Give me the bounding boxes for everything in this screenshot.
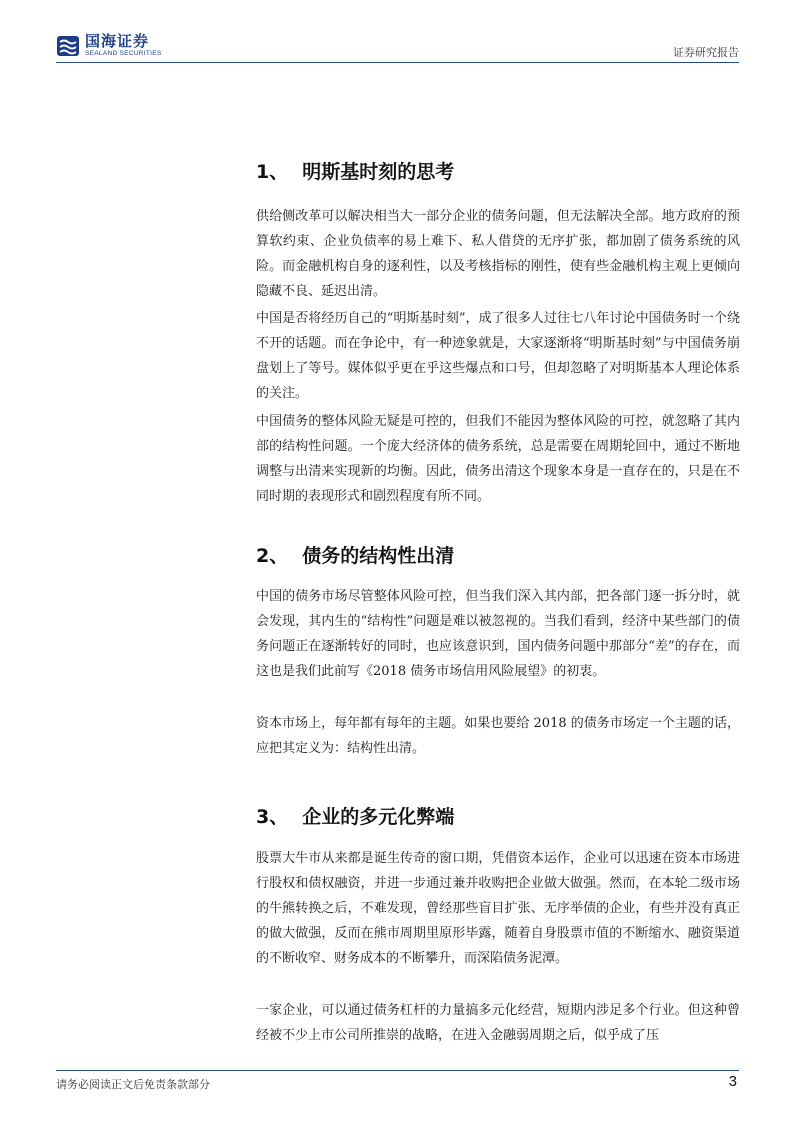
- page-header: [56, 32, 739, 63]
- section-1-title: [256, 160, 454, 184]
- section-1-paragraph-2: 中国是否将经历自己的“明斯基时刻”，成了很多人过往七八年讨论中国债务时一个绕不开的话题。而在争论中，有一种迹象就是，大家逐渐将“明斯基时刻”与中国债务崩盘划上了等号。媒体似乎更在乎这些爆点和口号，但却忽略了对明斯基本人理论体系的关注。: [256, 311, 740, 401]
- section-1-number: 1、: [256, 161, 289, 183]
- section-2-number: 2、: [256, 545, 289, 567]
- logo-chinese-name: 国海证券: [85, 32, 150, 51]
- footer-disclaimer: 请务必阅读正文后免责条款部分: [56, 1078, 210, 1091]
- company-logo: [56, 32, 162, 60]
- section-2-paragraph-2: 资本市场上，每年都有每年的主题。如果也要给 2018 的债务市场定一个主题的话，应把其定义为：结构性出清。: [256, 716, 740, 756]
- section-2-title: [256, 544, 454, 568]
- section-3-paragraph-2: 一家企业，可以通过债务杠杆的力量搞多元化经营，短期内涉足多个行业。但这种曾经被不少上市公司所推崇的战略，在进入金融弱周期之后，似乎成了压: [256, 1003, 740, 1043]
- page-number: 3: [728, 1073, 737, 1090]
- section-3-paragraph-1: 股票大牛市从来都是诞生传奇的窗口期，凭借资本运作，企业可以迅速在资本市场进行股权和债权融资，并进一步通过兼并收购把企业做大做强。然而，在本轮二级市场的牛熊转换之后，不难发现，曾经那些盲目扩张、无序举债的企业，有些并没有真正的做大做强，反而在熊市周期里原形毕露，随着自身股票市值的不断缩水、融资渠道的不断收窄、财务成本的不断攀升，而深陷债务泥潭。: [256, 851, 740, 966]
- section-1-paragraph-3: 中国债务的整体风险无疑是可控的，但我们不能因为整体风险的可控，就忽略了其内部的结构性问题。一个庞大经济体的债务系统，总是需要在周期轮回中，通过不断地调整与出清来实现新的均衡。因此，债务出清这个现象本身是一直存在的，只是在不同时期的表现形式和剧烈程度有所不同。: [256, 414, 740, 504]
- report-type-label: 证券研究报告: [673, 46, 739, 59]
- section-2-paragraph-1: 中国的债务市场尽管整体风险可控，但当我们深入其内部，把各部门逐一拆分时，就会发现，其内生的“结构性”问题是难以被忽视的。当我们看到，经济中某些部门的债务问题正在逐渐转好的同时，也应该意识到，国内债务问题中那部分“差”的存在，而这也是我们此前写《2018 债务市场信用风险展望》的初衷。: [256, 589, 740, 679]
- section-1-paragraph-1: 供给侧改革可以解决相当大一部分企业的债务问题，但无法解决全部。地方政府的预算软约束、企业负债率的易上难下、私人借贷的无序扩张，都加剧了债务系统的风险。而金融机构自身的逐利性，以及考核指标的刚性，使有些金融机构主观上更倾向隐藏不良、延迟出清。: [256, 209, 740, 299]
- section-1-heading: 明斯基时刻的思考: [302, 161, 455, 183]
- logo-english-name: SEALAND SECURITIES: [85, 50, 162, 58]
- footer-divider: [56, 1070, 739, 1071]
- section-2-heading: 债务的结构性出清: [302, 545, 455, 567]
- sealand-logo-icon: [56, 34, 80, 58]
- section-3-heading: 企业的多元化弊端: [302, 806, 455, 828]
- section-3-title: [256, 805, 454, 829]
- section-3-number: 3、: [256, 806, 289, 828]
